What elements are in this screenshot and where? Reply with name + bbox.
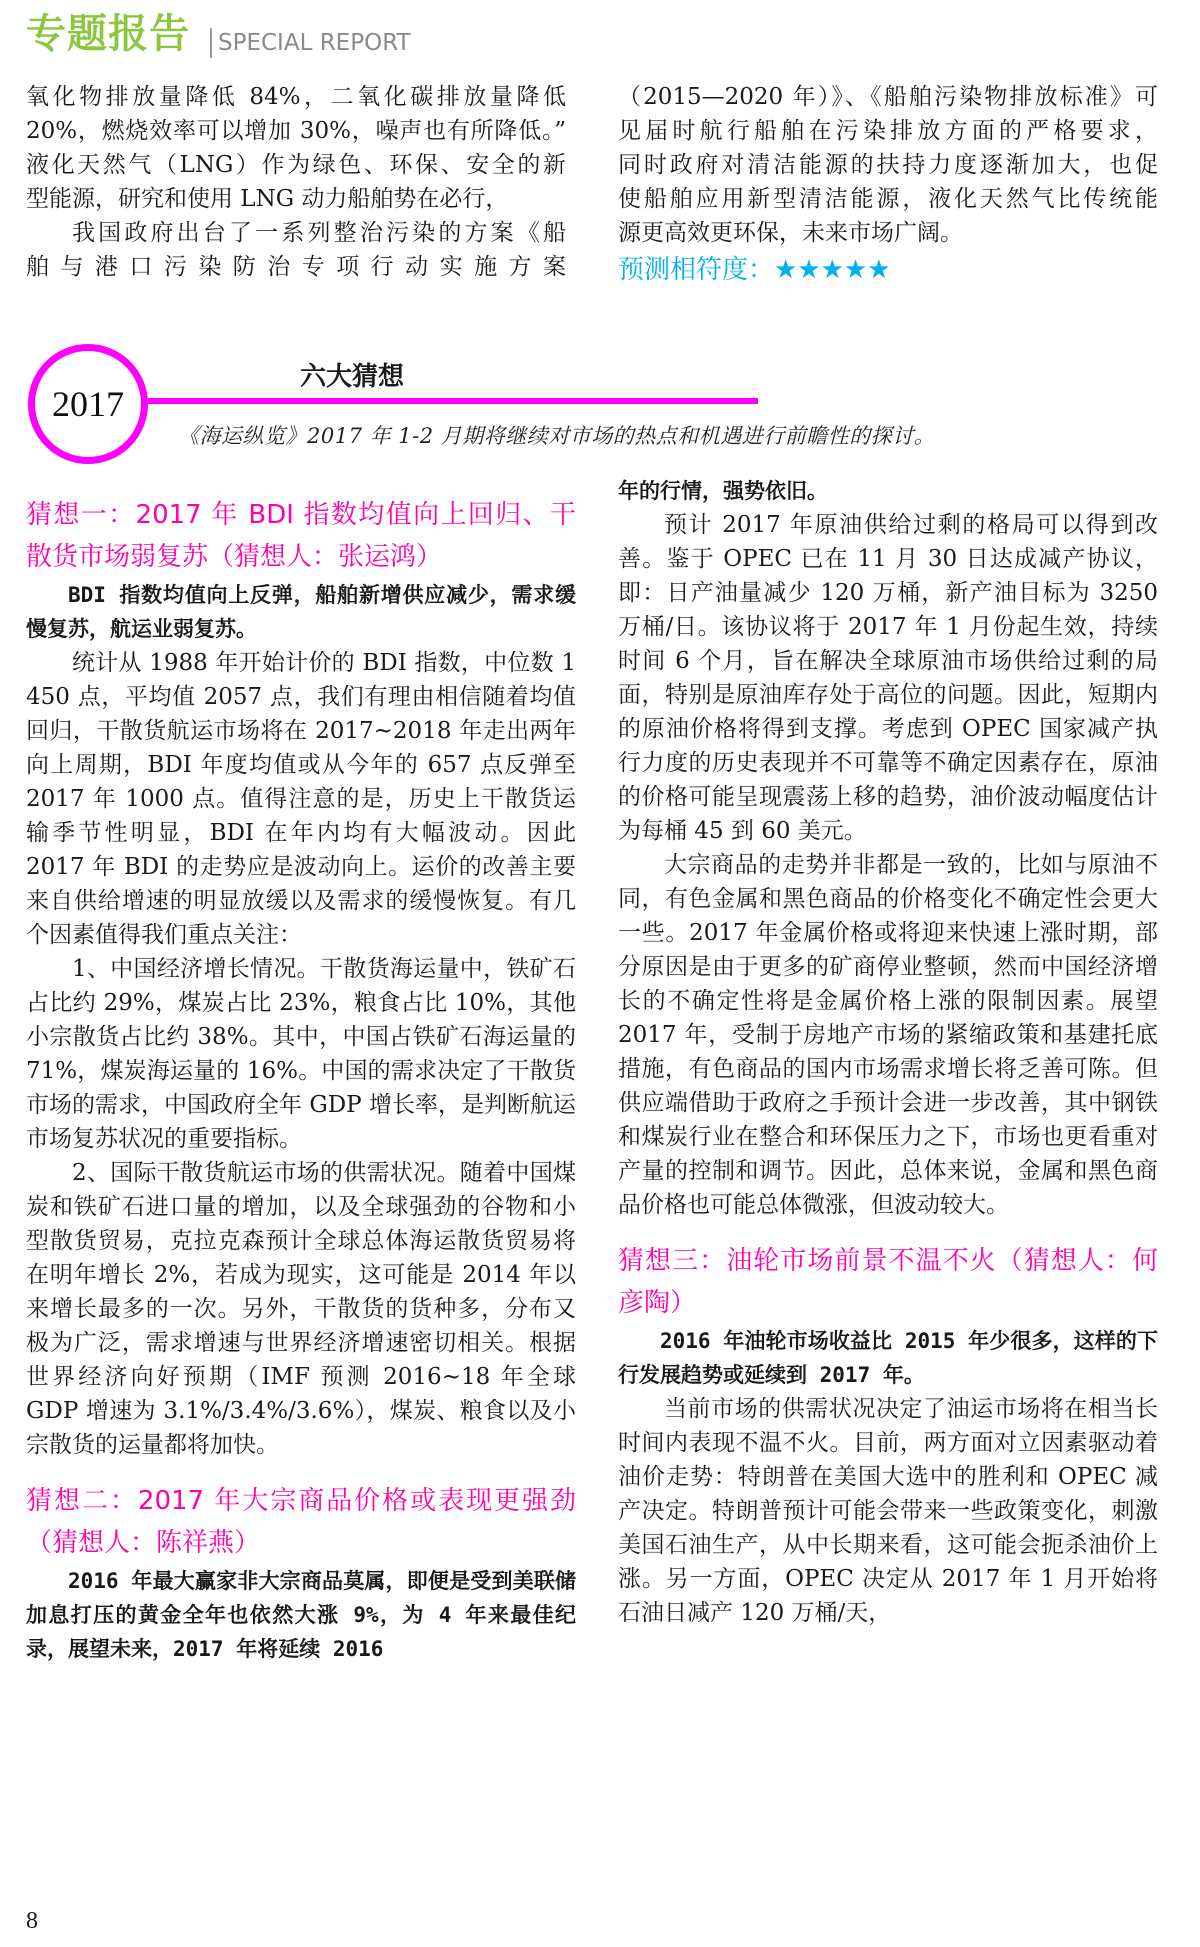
section-subtitle: SPECIAL REPORT	[218, 30, 411, 56]
guess-1-paragraph: 2、国际干散货航运市场的供需状况。随着中国煤炭和铁矿石进口量的增加，以及全球强劲的谷物和小型散货贸易，克拉克森预计全球总体海运散货贸易将在明年增长 2%，若成为现实，这可能是 2014 年以来增长最多的一次。另外，干散货的货种多，分布又极为广泛，需求增速与世界经济增速密切相关。根据世界经济向好预期（IMF 预测 2016~18 年全球 GDP 增速为 3.1%/3.4%/3.6%），煤炭、粮食以及小宗散货的运量都将加快。	[26, 1160, 576, 1458]
top-left-column	[26, 80, 566, 284]
guess-1-paragraph: 1、中国经济增长情况。干散货海运量中，铁矿石占比约 29%，煤炭占比 23%，粮食占比 10%，其他小宗散货占比约 38%。其中，中国占铁矿石海运量的 71%，煤炭海运量的 16%。中国的需求决定了干散货市场的需求，中国政府全年 GDP 增长率，是判断航运市场复苏状况的重要指标。	[26, 956, 576, 1152]
guess-1-paragraph: 统计从 1988 年开始计价的 BDI 指数，中位数 1 450 点，平均值 2057 点，我们有理由相信随着均值回归，干散货航运市场将在 2017~2018 年走出两年向上周期，BDI 年度均值或从今年的 657 点反弹至 2017 年 1000 点。值得注意的是，历史上干散货运输季节性明显，BDI 在年内均有大幅波动。因此 2017 年 BDI 的走势应是波动向上。运价的改善主要来自供给增速的明显放缓以及需求的缓慢恢复。有几个因素值得我们重点关注：	[26, 650, 576, 948]
text-line: 见届时航行船舶在污染排放方面的严格要求，	[618, 118, 1158, 144]
text-line: 使船舶应用新型清洁能源，液化天然气比传统能	[618, 186, 1158, 212]
guess-1-title: 猜想一：2017 年 BDI 指数均值向上回归、干散货市场弱复苏（猜想人：张运鸿）	[26, 500, 576, 572]
guess-3-paragraph: 当前市场的供需状况决定了油运市场将在相当长时间内表现不温不火。目前，两方面对立因素驱动着油价走势：特朗普在美国大选中的胜利和 OPEC 减产决定。特朗普预计可能会带来一些政策变化，刺激美国石油生产，从中长期来看，这可能会扼杀油价上涨。另一方面，OPEC 决定从 2017 年 1 月开始将石油日减产 120 万桶/天，	[618, 1396, 1158, 1626]
top-right-column	[618, 80, 1158, 290]
text-line: 我国政府出台了一系列整治污染的方案《船	[72, 220, 566, 246]
text-line: 氧化物排放量降低 84%，二氧化碳排放量降低	[26, 84, 566, 110]
text-line: 舶与港口污染防治专项行动实施方案	[26, 254, 566, 280]
year-badge: 2017	[28, 344, 148, 464]
spacer	[618, 1222, 1158, 1240]
prediction-rating: 预测相符度：★★★★★	[618, 255, 891, 285]
text-line: 液化天然气（LNG）作为绿色、环保、安全的新	[26, 152, 566, 178]
text-line: 源更高效更环保，未来市场广阔。	[618, 220, 963, 246]
guess-2-title: 猜想二：2017 年大宗商品价格或表现更强劲（猜想人：陈祥燕）	[26, 1486, 576, 1558]
guess-2-paragraph: 预计 2017 年原油供给过剩的格局可以得到改善。鉴于 OPEC 已在 11 月 30 日达成减产协议，即：日产油量减少 120 万桶，新产油目标为 3250 万桶/日。该协议将于 2017 年 1 月份起生效，持续时间 6 个月，旨在解决全球原油市场供给过剩的局面，特别是原油库存处于高位的问题。因此，短期内的原油价格将得到支撑。考虑到 OPEC 国家减产执行力度的历史表现并不可靠等不确定因素存在，原油的价格可能呈现震荡上移的趋势，油价波动幅度估计为每桶 45 到 60 美元。	[618, 512, 1158, 844]
text-line: 20%，燃烧效率可以增加 30%，噪声也有所降低。”	[26, 118, 566, 144]
guess-2-lead: 2016 年最大赢家非大宗商品莫属，即便是受到美联储加息打压的黄金全年也依然大涨 9%，为 4 年来最佳纪录，展望未来，2017 年将延续 2016	[26, 1569, 576, 1661]
banner-line	[148, 398, 758, 404]
guess-3-title: 猜想三：油轮市场前景不温不火（猜想人：何彦陶）	[618, 1246, 1158, 1318]
section-title: 专题报告	[26, 11, 190, 57]
guess-1-lead: BDI 指数均值向上反弹，船舶新增供应减少，需求缓慢复苏，航运业弱复苏。	[26, 583, 576, 641]
section-intro: 《海运纵览》2017 年 1-2 月期将继续对市场的热点和机遇进行前瞻性的探讨。	[178, 424, 936, 448]
six-guesses-title: 六大猜想	[300, 362, 405, 392]
text-line: 型能源，研究和使用 LNG 动力船舶势在必行，	[26, 186, 509, 212]
guess-3-lead: 2016 年油轮市场收益比 2015 年少很多，这样的下行发展趋势或延续到 2017 年。	[618, 1329, 1158, 1387]
left-column	[26, 494, 576, 1666]
text-line: （2015—2020 年）》、《船舶污染物排放标准》可	[618, 84, 1158, 110]
text-line: 同时政府对清洁能源的扶持力度逐渐加大，也促	[618, 152, 1158, 178]
header-divider	[210, 28, 212, 58]
spacer	[26, 1462, 576, 1480]
right-column	[618, 474, 1158, 1630]
guess-2-paragraph: 大宗商品的走势并非都是一致的，比如与原油不同，有色金属和黑色商品的价格变化不确定性会更大一些。2017 年金属价格或将迎来快速上涨时期，部分原因是由于更多的矿商停业整顿，然而中国经济增长的不确定性将是金属价格上涨的限制因素。展望 2017 年，受制于房地产市场的紧缩政策和基建托底措施，有色商品的国内市场需求增长将乏善可陈。但供应端借助于政府之手预计会进一步改善，其中钢铁和煤炭行业在整合和环保压力之下，市场也更看重对产量的控制和调节。因此，总体来说，金属和黑色商品价格也可能总体微涨，但波动较大。	[618, 852, 1158, 1218]
page-number: 8	[26, 1908, 38, 1934]
guess-2-lead-continued: 年的行情，强势依旧。	[618, 479, 828, 503]
